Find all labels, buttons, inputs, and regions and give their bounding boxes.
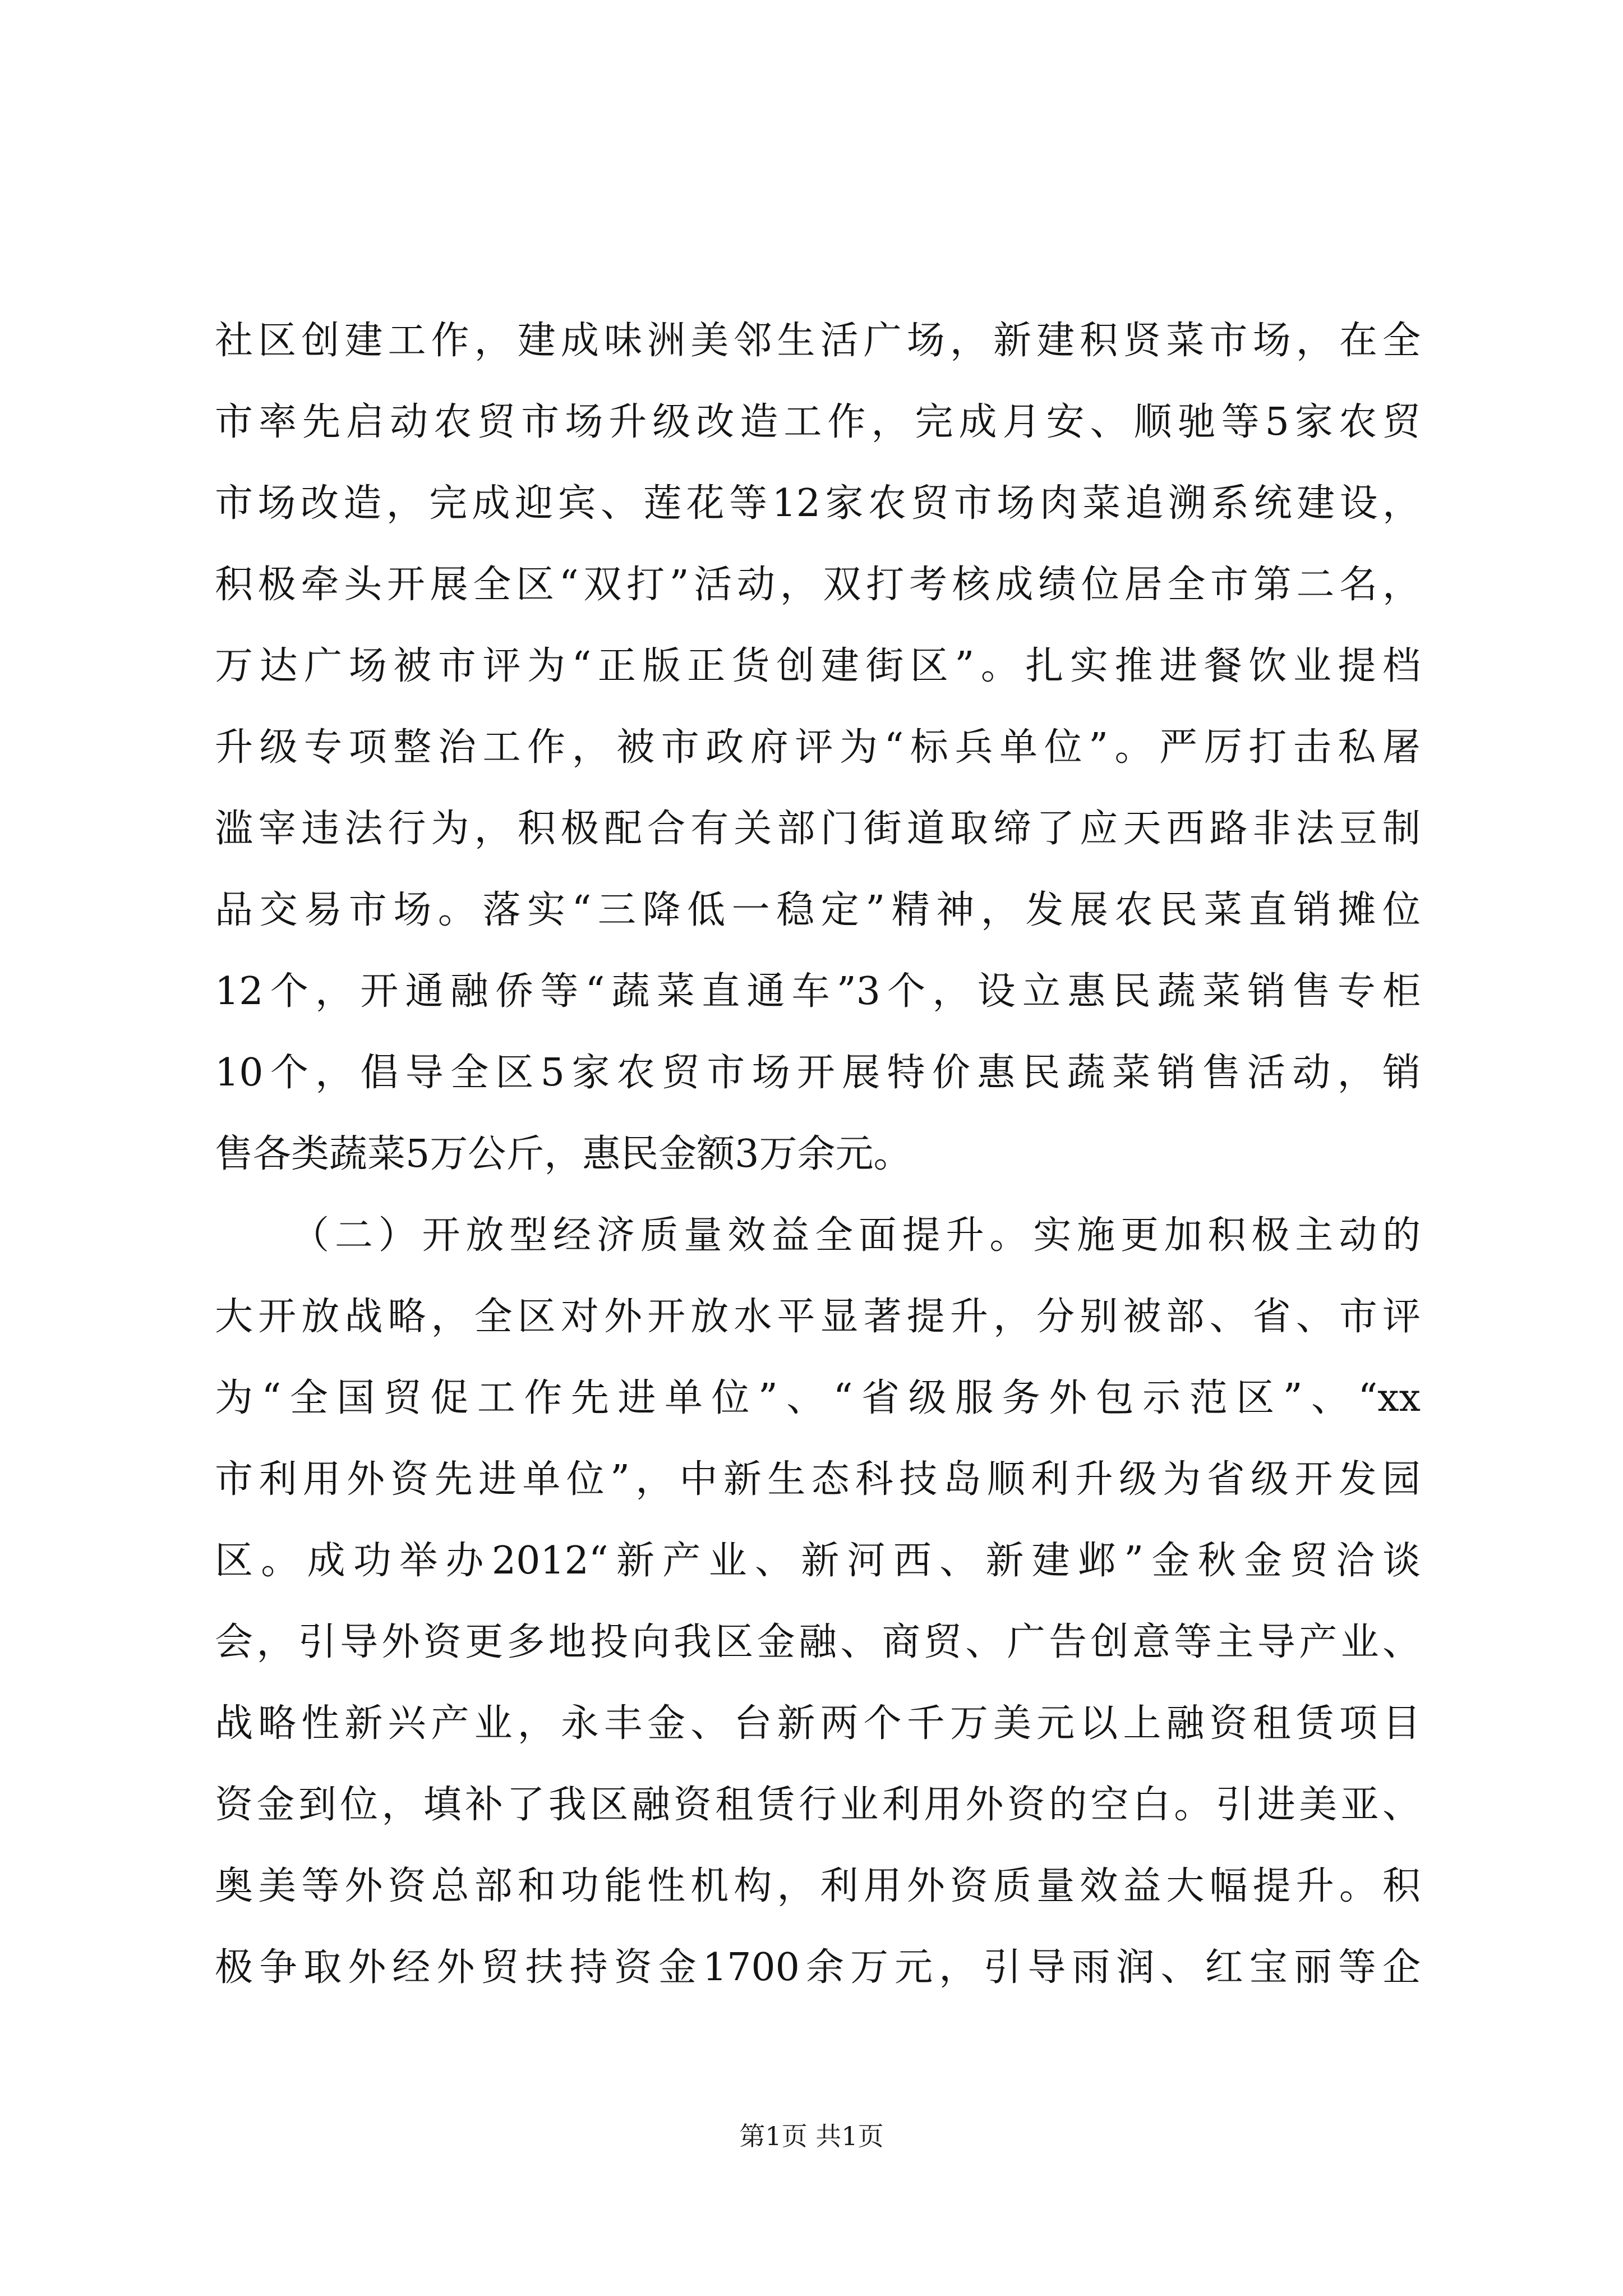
- text-line: 战略性新兴产业，永丰金、台新两个千万美元以上融资租赁项目: [215, 1701, 1421, 1746]
- page-number-footer: 第1页 共1页: [739, 2121, 884, 2151]
- text-line: 市率先启动农贸市场升级改造工作，完成月安、顺驰等5家农贸: [215, 400, 1421, 444]
- text-line: 社区创建工作，建成味洲美邻生活广场，新建积贤菜市场，在全: [215, 319, 1421, 363]
- text-line: 品交易市场。落实“三降低一稳定”精神，发展农民菜直销摊位: [215, 888, 1421, 932]
- text-line: 滥宰违法行为，积极配合有关部门街道取缔了应天西路非法豆制: [215, 807, 1421, 851]
- text-line: 会，引导外资更多地投向我区金融、商贸、广告创意等主导产业、: [215, 1620, 1421, 1664]
- text-line: 12个，开通融侨等“蔬菜直通车”3个，设立惠民蔬菜销售专柜: [215, 969, 1421, 1014]
- text-line: 市场改造，完成迎宾、莲花等12家农贸市场肉菜追溯系统建设，: [215, 481, 1421, 526]
- text-line: 区。成功举办2012“新产业、新河西、新建邺”金秋金贸洽谈: [215, 1539, 1421, 1583]
- text-line: 资金到位，填补了我区融资租赁行业利用外资的空白。引进美亚、: [215, 1783, 1421, 1827]
- text-line: 为“全国贸促工作先进单位”、“省级服务外包示范区”、“xx: [215, 1376, 1421, 1420]
- paragraph-start-line: （二）开放型经济质量效益全面提升。实施更加积极主动的: [291, 1213, 1421, 1258]
- text-line: 奥美等外资总部和功能性机构，利用外资质量效益大幅提升。积: [215, 1864, 1421, 1908]
- document-body: [215, 300, 1421, 2008]
- text-line: 万达广场被市评为“正版正货创建街区”。扎实推进餐饮业提档: [215, 644, 1421, 688]
- text-line: 10个，倡导全区5家农贸市场开展特价惠民蔬菜销售活动，销: [215, 1051, 1421, 1095]
- text-line: 大开放战略，全区对外开放水平显著提升，分别被部、省、市评: [215, 1295, 1421, 1339]
- text-line: 售各类蔬菜5万公斤，惠民金额3万余元。: [215, 1132, 912, 1176]
- text-line: 极争取外经外贸扶持资金1700余万元，引导雨润、红宝丽等企: [215, 1945, 1421, 1990]
- text-line: 升级专项整治工作，被市政府评为“标兵单位”。严厉打击私屠: [215, 725, 1421, 770]
- text-line: 市利用外资先进单位”，中新生态科技岛顺利升级为省级开发园: [215, 1457, 1421, 1502]
- text-line: 积极牵头开展全区“双打”活动，双打考核成绩位居全市第二名，: [215, 563, 1421, 607]
